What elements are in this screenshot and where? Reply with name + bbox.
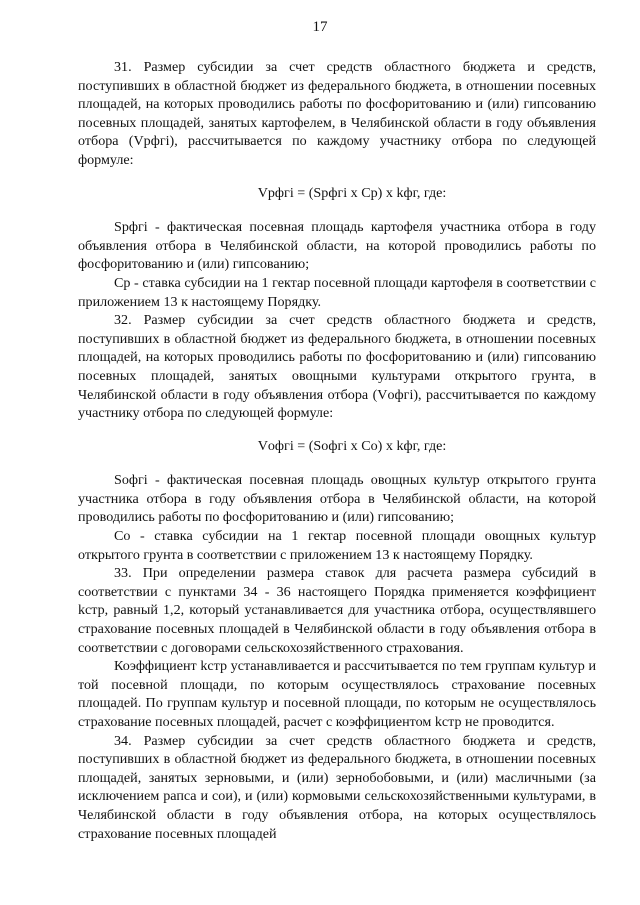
definition-sp: Spфгi - фактическая посевная площадь картофеля участника отбора в году объявления отбора в Челябинской области, на которой проводились работы по фосфоритованию и (или) гипсованию; — [78, 219, 596, 273]
paragraph-kstr: Коэффициент kстр устанавливается и рассчитывается по тем группам культур и той посевной площади, по которым осуществлялось страхование посевных площадей. По группам культур и посевной площади, по которым не осуществлялось страхование посевных площадей, расчет с коэффициентом kстр не проводится. — [78, 658, 596, 730]
formula-vegetables: Vофгi = (Sофгi x Co) x kфг, где: — [257, 437, 447, 454]
paragraph-34: 34. Размер субсидии за счет средств областного бюджета и средств, поступивших в областной бюджет из федерального бюджета, в отношении посевных площадей, занятых зерновыми, и (или) зернобобовыми, и (или) масличными (за исключением рапса и сои), и (или) кормовыми сельскохозяйственными культурами, в Челябинской области в году объявления отбора, на которых осуществлялось страхование посевных площадей — [78, 732, 596, 842]
paragraph-32: 32. Размер субсидии за счет средств областного бюджета и средств, поступивших в областной бюджет из федерального бюджета, в отношении посевных площадей, на которых проводились работы по фосфоритованию и (или) гипсованию посевных площадей, занятых овощными культурами открытого грунта, в Челябинской области в году объявления отбора (Vофгi), рассчитывается по каждому участнику отбора по следующей формуле: — [78, 312, 596, 422]
definition-so: Sофгi - фактическая посевная площадь овощных культур открытого грунта участника отбора в году объявления отбора в Челябинской области, на которой проводились работы по фосфоритованию и (или) гипсованию; — [78, 472, 596, 526]
paragraph-31: 31. Размер субсидии за счет средств областного бюджета и средств, поступивших в областной бюджет из федерального бюджета, в отношении посевных площадей, на которых проводились работы по фосфоритованию и (или) гипсованию посевных площадей, занятых картофелем, в Челябинской области в году объявления отбора (Vpфгi), рассчитывается по каждому участнику отбора по следующей формуле: — [78, 59, 596, 168]
paragraph-33: 33. При определении размера ставок для расчета размера субсидий в соответствии с пунктами 34 - 36 настоящего Порядка применяется коэффициент kстр, равный 1,2, который устанавливается для участника отбора, осуществлявшего страхование посевных площадей в Челябинской области в году объявления отбора в соответствии с договорами сельскохозяйственного страхования. — [78, 565, 596, 656]
definition-co: Co - ставка субсидии на 1 гектар посевной площади овощных культур открытого грунта в соответствии с приложением 13 к настоящему Порядку. — [78, 528, 596, 563]
definition-cp: Cp - ставка субсидии на 1 гектар посевной площади картофеля в соответствии с приложением 13 к настоящему Порядку. — [78, 274, 596, 310]
document-body — [78, 58, 596, 843]
page-number: 17 — [312, 19, 328, 35]
formula-potato: Vpфгi = (Spфгi x Cp) x kфг, где: — [257, 184, 447, 201]
